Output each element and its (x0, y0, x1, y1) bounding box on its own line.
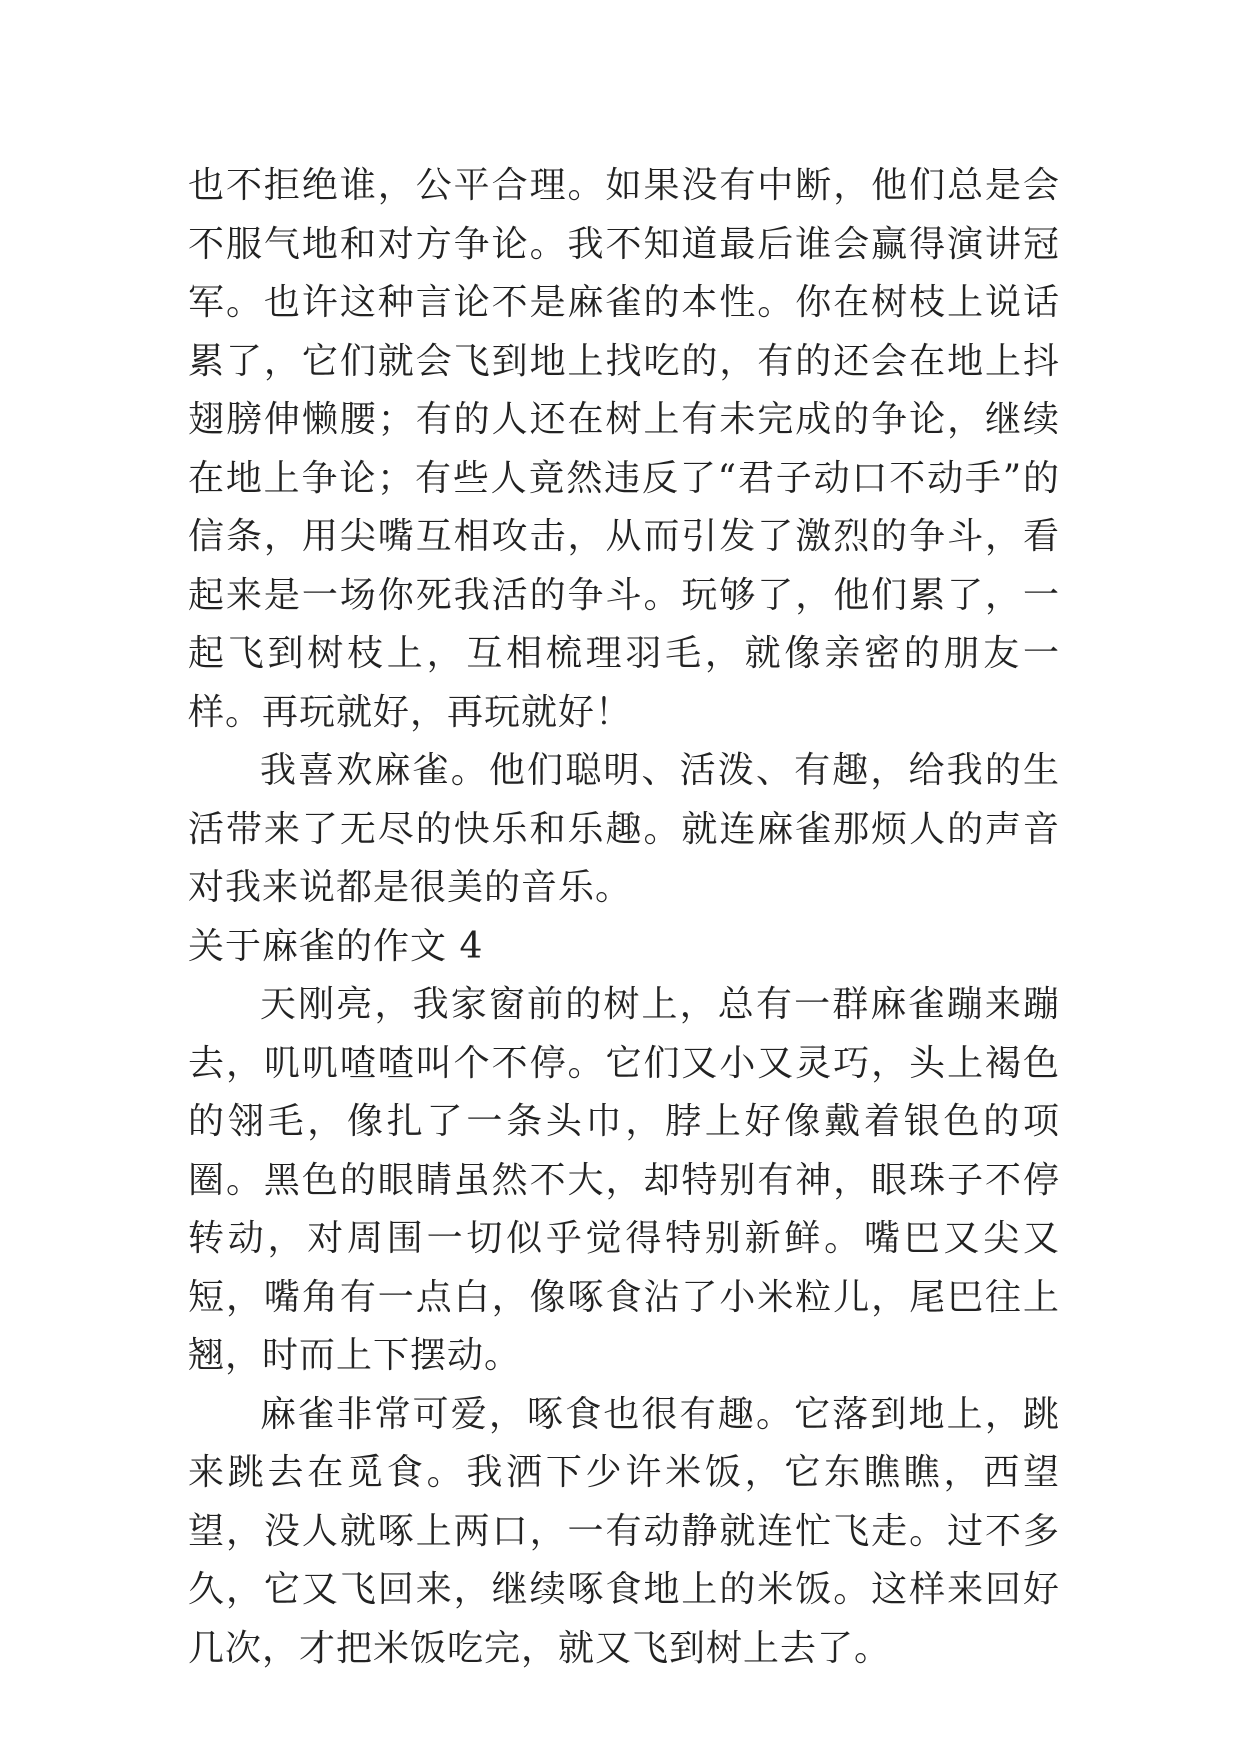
paragraph-continuation: 也不拒绝谁，公平合理。如果没有中断，他们总是会不服气地和对方争论。我不知道最后谁会赢得演讲冠军。也许这种言论不是麻雀的本性。你在树枝上说话累了，它们就会飞到地上找吃的，有的还会在地上抖翅膀伸懒腰；有的人还在树上有未完成的争论，继续在地上争论；有些人竟然违反了“君子动口不动手”的信条，用尖嘴互相攻击，从而引发了激烈的争斗，看起来是一场你死我活的争斗。玩够了，他们累了，一起飞到树枝上，互相梳理羽毛，就像亲密的朋友一样。再玩就好，再玩就好！ (188, 165, 1060, 733)
paragraph-like-sparrows: 我喜欢麻雀。他们聪明、活泼、有趣，给我的生活带来了无尽的快乐和乐趣。就连麻雀那烦人的声音对我来说都是很美的音乐。 (188, 750, 1060, 908)
document-body (188, 157, 1060, 1678)
paragraph-sparrow-appearance: 天刚亮，我家窗前的树上，总有一群麻雀蹦来蹦去，叽叽喳喳叫个不停。它们又小又灵巧，头上褐色的翎毛，像扎了一条头巾，脖上好像戴着银色的项圈。黑色的眼睛虽然不大，却特别有神，眼珠子不停转动，对周围一切似乎觉得特别新鲜。嘴巴又尖又短，嘴角有一点白，像啄食沾了小米粒儿，尾巴往上翘，时而上下摆动。 (188, 984, 1060, 1376)
essay-heading: 关于麻雀的作文 4 (188, 925, 484, 967)
paragraph-sparrow-feeding: 麻雀非常可爱，啄食也很有趣。它落到地上，跳来跳去在觅食。我洒下少许米饭，它东瞧瞧，西望望，没人就啄上两口，一有动静就连忙飞走。过不多久，它又飞回来，继续啄食地上的米饭。这样来回好几次，才把米饭吃完，就又飞到树上去了。 (188, 1393, 1060, 1669)
